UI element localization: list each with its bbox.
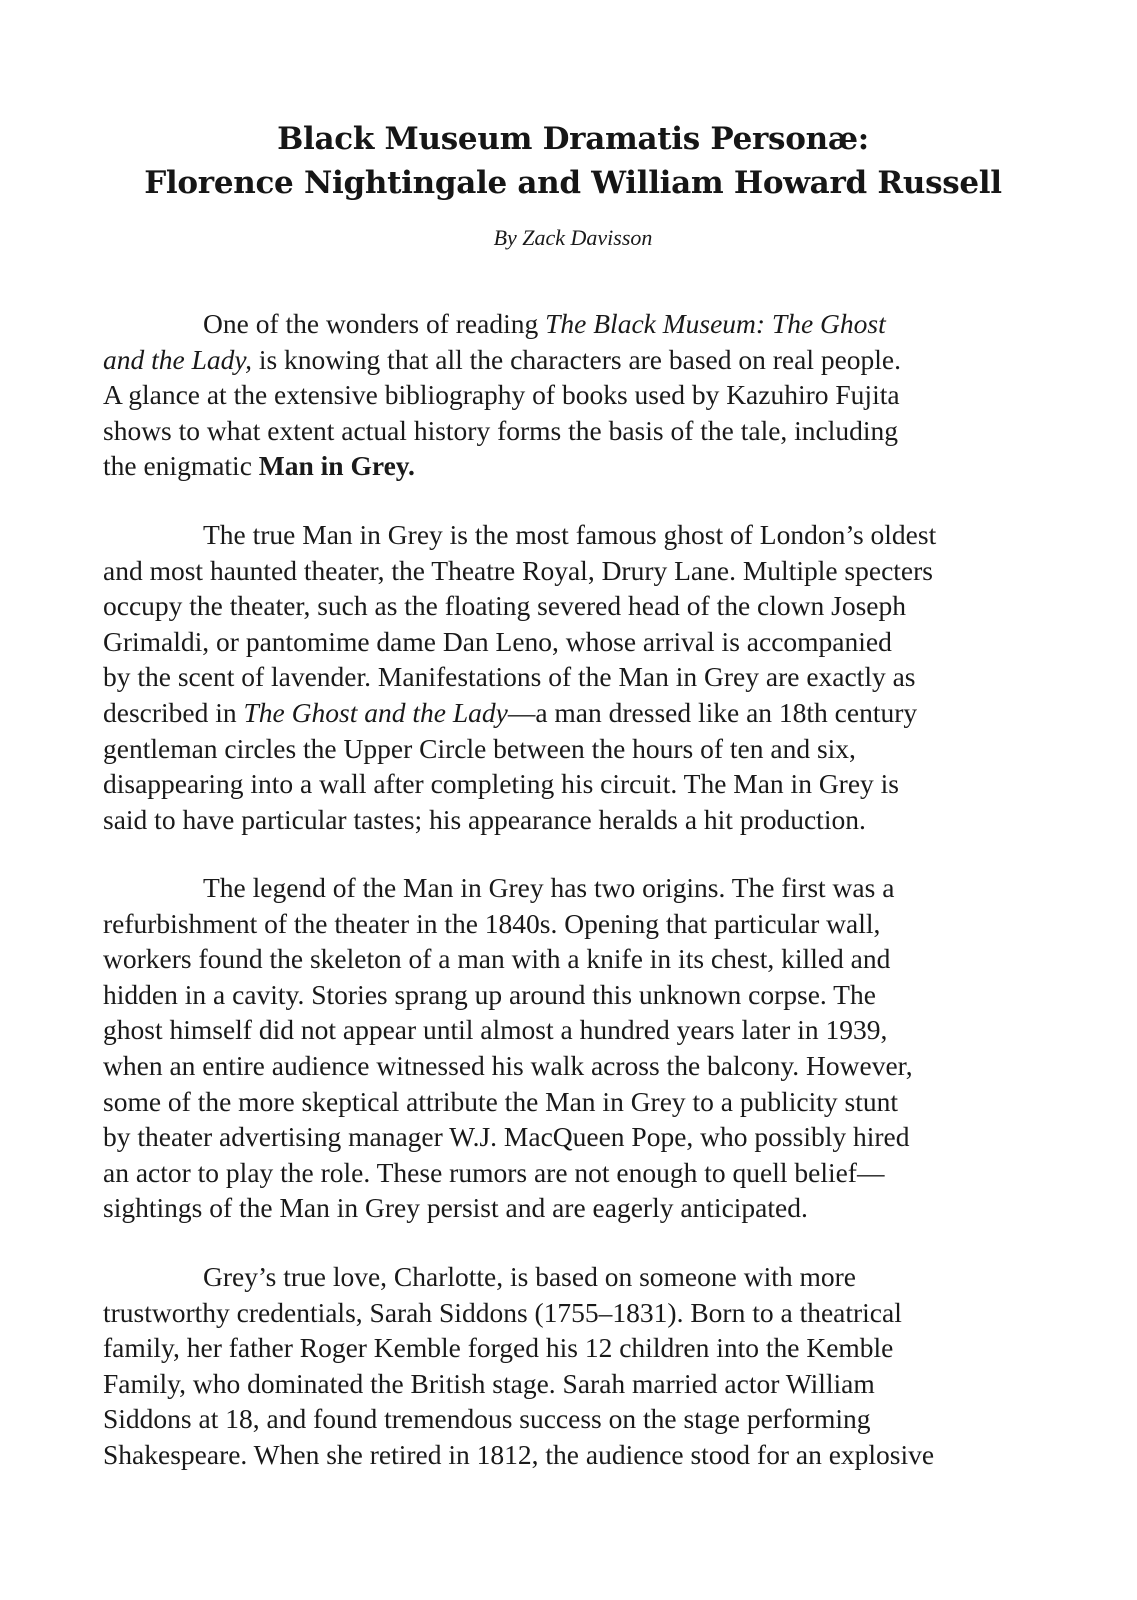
text-run: workers found the skeleton of a man with a knife in its chest, killed and <box>103 943 891 975</box>
author-byline: By Zack Davisson <box>493 225 653 250</box>
text-line <box>103 659 1043 695</box>
text-run: trustworthy credentials, Sarah Siddons (1755–1831). Born to a theatrical <box>103 1296 902 1328</box>
text-run: and most haunted theater, the Theatre Royal, Drury Lane. Multiple specters <box>103 554 933 586</box>
text-run: The true Man in Grey is the most famous ghost of London’s oldest <box>203 519 937 550</box>
text-run: disappearing into a wall after completing his circuit. The Man in Grey is <box>103 768 900 800</box>
text-run: One of the wonders of reading <box>203 308 546 339</box>
text-run: gentleman circles the Upper Circle between the hours of ten and six, <box>103 732 856 764</box>
text-run: Siddons at 18, and found tremendous success on the stage performing <box>103 1403 871 1435</box>
text-run: Grey’s true love, Charlotte, is based on someone with more <box>203 1261 856 1292</box>
text-line <box>103 695 1043 731</box>
article-title-line-2: Florence Nightingale and William Howard Russell <box>144 165 1002 201</box>
text-run: shows to what extent actual history forms the basis of the tale, including <box>103 414 899 446</box>
body-paragraph-4 <box>103 1259 1043 1473</box>
text-line <box>103 1084 1043 1120</box>
text-run: ghost himself did not appear until almost a hundred years later in 1939, <box>103 1014 888 1046</box>
article-title <box>103 117 1043 205</box>
body-paragraph-1 <box>103 306 1043 484</box>
text-line <box>103 766 1043 802</box>
text-run: when an entire audience witnessed his walk across the balcony. However, <box>103 1049 913 1081</box>
text-line <box>103 731 1043 767</box>
text-line <box>103 906 1043 942</box>
text-run: by theater advertising manager W.J. MacQueen Pope, who possibly hired <box>103 1121 910 1153</box>
italic-text: The Ghost and the Lady <box>243 696 508 728</box>
text-line <box>103 624 1043 660</box>
text-run: Shakespeare. When she retired in 1812, the audience stood for an explosive <box>103 1438 935 1470</box>
text-line <box>103 553 1043 589</box>
text-run: Family, who dominated the British stage. Sarah married actor William <box>103 1367 875 1399</box>
text-run: refurbishment of the theater in the 1840s. Opening that particular wall, <box>103 907 881 939</box>
text-run: Grimaldi, or pantomime dame Dan Leno, whose arrival is accompanied <box>103 625 892 657</box>
text-run: the enigmatic <box>103 450 259 482</box>
text-line <box>103 1366 1043 1402</box>
text-line <box>103 870 1043 906</box>
text-line <box>103 1330 1043 1366</box>
text-line <box>103 1012 1043 1048</box>
text-line <box>103 1155 1043 1191</box>
text-run: sightings of the Man in Grey persist and are eagerly anticipated. <box>103 1192 808 1224</box>
text-line <box>103 802 1043 838</box>
text-run: —a man dressed like an 18th century <box>507 696 918 728</box>
text-run: family, her father Roger Kemble forged his 12 children into the Kemble <box>103 1332 894 1364</box>
text-line <box>103 413 1043 449</box>
text-line <box>103 448 1043 484</box>
document-page <box>103 0 1043 1600</box>
text-line <box>103 1048 1043 1084</box>
italic-text: The Black Museum: The Ghost <box>545 308 886 339</box>
text-run: said to have particular tastes; his appearance heralds a hit production. <box>103 803 866 835</box>
text-run: occupy the theater, such as the floating severed head of the clown Joseph <box>103 590 906 622</box>
text-line <box>103 1437 1043 1473</box>
italic-text: and the Lady, <box>103 343 252 375</box>
article-title-line-1: Black Museum Dramatis Personæ: <box>277 121 869 157</box>
text-line <box>103 1295 1043 1331</box>
text-line <box>103 377 1043 413</box>
text-line <box>103 517 1043 553</box>
text-run: by the scent of lavender. Manifestations of the Man in Grey are exactly as <box>103 661 916 693</box>
text-line <box>103 1401 1043 1437</box>
text-run: hidden in a cavity. Stories sprang up around this unknown corpse. The <box>103 978 876 1010</box>
text-line <box>103 1190 1043 1226</box>
text-line <box>103 977 1043 1013</box>
text-run: an actor to play the role. These rumors are not enough to quell belief— <box>103 1156 885 1188</box>
bold-text: Man in Grey. <box>258 450 415 482</box>
text-run: The legend of the Man in Grey has two origins. The first was a <box>203 872 895 903</box>
text-run: some of the more skeptical attribute the Man in Grey to a publicity stunt <box>103 1085 899 1117</box>
text-line <box>103 306 1043 342</box>
text-run: is knowing that all the characters are based on real people. <box>251 343 902 375</box>
text-line <box>103 941 1043 977</box>
text-line <box>103 1259 1043 1295</box>
body-paragraph-2 <box>103 517 1043 837</box>
text-line <box>103 1119 1043 1155</box>
text-line <box>103 588 1043 624</box>
body-paragraph-3 <box>103 870 1043 1226</box>
text-run: A glance at the extensive bibliography of books used by Kazuhiro Fujita <box>103 379 900 411</box>
text-run: described in <box>103 696 244 728</box>
text-line <box>103 342 1043 378</box>
